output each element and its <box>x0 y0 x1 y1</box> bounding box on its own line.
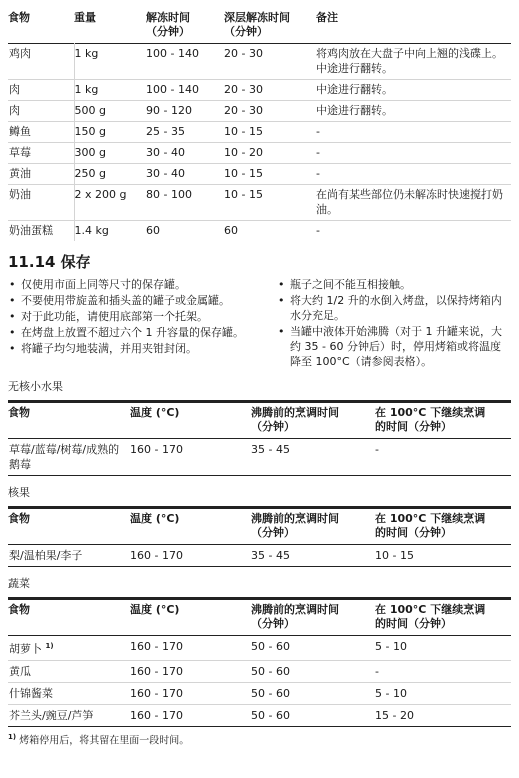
cell-cook-after: 15 - 20 <box>375 704 511 726</box>
cell-thaw: 30 - 40 <box>146 164 224 185</box>
table-row <box>8 545 511 567</box>
cell-cook-after: - <box>375 439 511 476</box>
bullet-list-right <box>277 277 511 370</box>
canning-table-header <box>8 402 511 439</box>
section-heading: 11.14 保存 <box>8 253 91 271</box>
header-cook-after-boil: 在 100°C 下继续烹调 的时间（分钟） <box>375 406 486 433</box>
cell-cook-before: 35 - 45 <box>251 439 375 476</box>
cell-temperature: 160 - 170 <box>130 704 251 726</box>
header-food: 食物 <box>8 406 30 419</box>
stone-fruit-table <box>8 506 511 567</box>
table-row <box>8 80 511 101</box>
vegetables-title: 蔬菜 <box>8 577 30 590</box>
cell-food: 黄瓜 <box>8 660 130 682</box>
cell-notes: - <box>316 122 511 143</box>
cell-food: 草莓/蓝莓/树莓/成熟的鹅莓 <box>8 439 130 476</box>
cell-notes: - <box>316 164 511 185</box>
header-temperature: 温度 (°C) <box>130 512 180 525</box>
cell-cook-after: - <box>375 660 511 682</box>
cell-thaw: 60 <box>146 221 224 242</box>
list-item: • 将罐子均匀地装满，并用夹钳封闭。 <box>8 341 254 356</box>
table-row <box>8 185 511 221</box>
header-cook-before-boil: 沸腾前的烹调时间 （分钟） <box>251 406 339 433</box>
cell-food: 奶油蛋糕 <box>8 221 74 242</box>
cell-notes: 在尚有某些部位仍未解冻时快速搅打奶油。 <box>316 185 511 221</box>
cell-thaw: 80 - 100 <box>146 185 224 221</box>
table-row <box>8 122 511 143</box>
cell-food: 鳟鱼 <box>8 122 74 143</box>
cell-temperature: 160 - 170 <box>130 545 251 567</box>
stone-fruit-title: 核果 <box>8 486 30 499</box>
header-temperature: 温度 (°C) <box>130 603 180 616</box>
cell-weight: 1.4 kg <box>74 221 146 242</box>
cell-deep: 10 - 20 <box>224 143 316 164</box>
header-food: 食物 <box>8 512 30 525</box>
list-item: • 对于此功能，请使用底部第一个托架。 <box>8 309 254 324</box>
list-item: • 将大约 1/2 升的水倒入烤盘，以保持烤箱内水分充足。 <box>277 293 511 323</box>
table-row <box>8 439 511 476</box>
cell-thaw: 100 - 140 <box>146 80 224 101</box>
cell-food: 草莓 <box>8 143 74 164</box>
footnote-mark: 1) <box>8 732 17 741</box>
cell-cook-before: 50 - 60 <box>251 660 375 682</box>
cell-weight: 500 g <box>74 101 146 122</box>
footnote <box>8 731 511 747</box>
cell-cook-after: 5 - 10 <box>375 682 511 704</box>
cell-thaw: 25 - 35 <box>146 122 224 143</box>
cell-cook-after: 10 - 15 <box>375 545 511 567</box>
cell-cook-before: 50 - 60 <box>251 682 375 704</box>
cell-food: 黄油 <box>8 164 74 185</box>
cell-cook-before: 35 - 45 <box>251 545 375 567</box>
list-item: • 仅使用市面上同等尺寸的保存罐。 <box>8 277 254 292</box>
cell-deep: 60 <box>224 221 316 242</box>
table-row <box>8 636 511 661</box>
soft-fruit-table <box>8 400 511 476</box>
cell-food: 胡萝卜 $^{1)}$ <box>9 642 54 656</box>
cell-thaw: 100 - 140 <box>146 47 199 60</box>
cell-food: 鸡肉 <box>8 44 74 80</box>
cell-weight: 250 g <box>74 164 146 185</box>
cell-deep: 20 - 30 <box>224 80 316 101</box>
table-row <box>8 660 511 682</box>
thaw-table-header <box>8 8 511 44</box>
canning-table-header <box>8 508 511 545</box>
cell-weight: 2 x 200 g <box>74 185 146 221</box>
header-food: 食物 <box>8 11 30 24</box>
cell-temperature: 160 - 170 <box>130 660 251 682</box>
cell-cook-before: 50 - 60 <box>251 704 375 726</box>
instruction-bullets <box>8 277 511 370</box>
cell-deep: 20 - 30 <box>224 101 316 122</box>
cell-notes: 中途进行翻转。 <box>316 80 511 101</box>
cell-food: 什锦酱菜 <box>8 682 130 704</box>
cell-notes: - <box>316 221 511 242</box>
cell-deep: 10 - 15 <box>224 164 316 185</box>
cell-cook-after: 5 - 10 <box>375 640 407 653</box>
table-row <box>8 221 511 242</box>
cell-notes: 将鸡肉放在大盘子中向上翘的浅碟上。中途进行翻转。 <box>316 47 503 75</box>
list-item: • 瓶子之间不能互相接触。 <box>277 277 511 292</box>
cell-temperature: 160 - 170 <box>130 439 251 476</box>
cell-notes: 中途进行翻转。 <box>316 101 511 122</box>
header-cook-before-boil: 沸腾前的烹调时间 （分钟） <box>251 603 339 630</box>
cell-deep: 20 - 30 <box>224 47 263 60</box>
list-item: • 当罐中液体开始沸腾（对于 1 升罐来说，大约 35 - 60 分钟后）时，停用烤箱或将温度降至 100°C（请参阅表格）。 <box>277 324 511 369</box>
header-deep-thaw-time: 深层解冻时间 （分钟） <box>224 11 290 38</box>
thaw-table <box>8 8 511 241</box>
cell-food: 肉 <box>8 80 74 101</box>
table-row <box>8 44 511 80</box>
canning-table-header <box>8 599 511 636</box>
cell-food: 梨/温柏果/李子 <box>8 545 130 567</box>
header-temperature: 温度 (°C) <box>130 406 180 419</box>
header-notes: 备注 <box>316 11 338 24</box>
header-cook-before-boil: 沸腾前的烹调时间 （分钟） <box>251 512 339 539</box>
header-food: 食物 <box>8 603 30 616</box>
cell-cook-before: 50 - 60 <box>251 640 290 653</box>
list-item: • 不要使用带旋盖和插头盖的罐子或金属罐。 <box>8 293 254 308</box>
header-thaw-time: 解冻时间 （分钟） <box>146 11 190 38</box>
bullet-list-left <box>8 277 254 370</box>
cell-weight: 150 g <box>74 122 146 143</box>
manual-page <box>8 8 511 747</box>
cell-weight: 1 kg <box>74 47 99 60</box>
footnote-marker: 1) <box>45 642 54 650</box>
cell-weight: 300 g <box>74 143 146 164</box>
list-item: • 在烤盘上放置不超过六个 1 升容量的保存罐。 <box>8 325 254 340</box>
footnote-text: 烤箱停用后，将其留在里面一段时间。 <box>19 734 190 746</box>
table-row <box>8 682 511 704</box>
cell-deep: 10 - 15 <box>224 122 316 143</box>
table-row <box>8 143 511 164</box>
cell-food: 奶油 <box>8 185 74 221</box>
header-weight: 重量 <box>74 11 96 24</box>
table-row <box>8 704 511 726</box>
cell-weight: 1 kg <box>74 80 146 101</box>
cell-thaw: 30 - 40 <box>146 143 224 164</box>
cell-notes: - <box>316 143 511 164</box>
cell-food: 肉 <box>8 101 74 122</box>
header-cook-after-boil: 在 100°C 下继续烹调 的时间（分钟） <box>375 603 486 630</box>
table-row <box>8 164 511 185</box>
cell-temperature: 160 - 170 <box>130 682 251 704</box>
cell-food: 芥兰头/豌豆/芦笋 <box>8 704 130 726</box>
header-cook-after-boil: 在 100°C 下继续烹调 的时间（分钟） <box>375 512 486 539</box>
cell-temperature: 160 - 170 <box>130 640 183 653</box>
soft-fruit-title: 无核小水果 <box>8 380 63 393</box>
table-row <box>8 101 511 122</box>
vegetables-table <box>8 597 511 727</box>
cell-thaw: 90 - 120 <box>146 101 224 122</box>
cell-deep: 10 - 15 <box>224 185 316 221</box>
